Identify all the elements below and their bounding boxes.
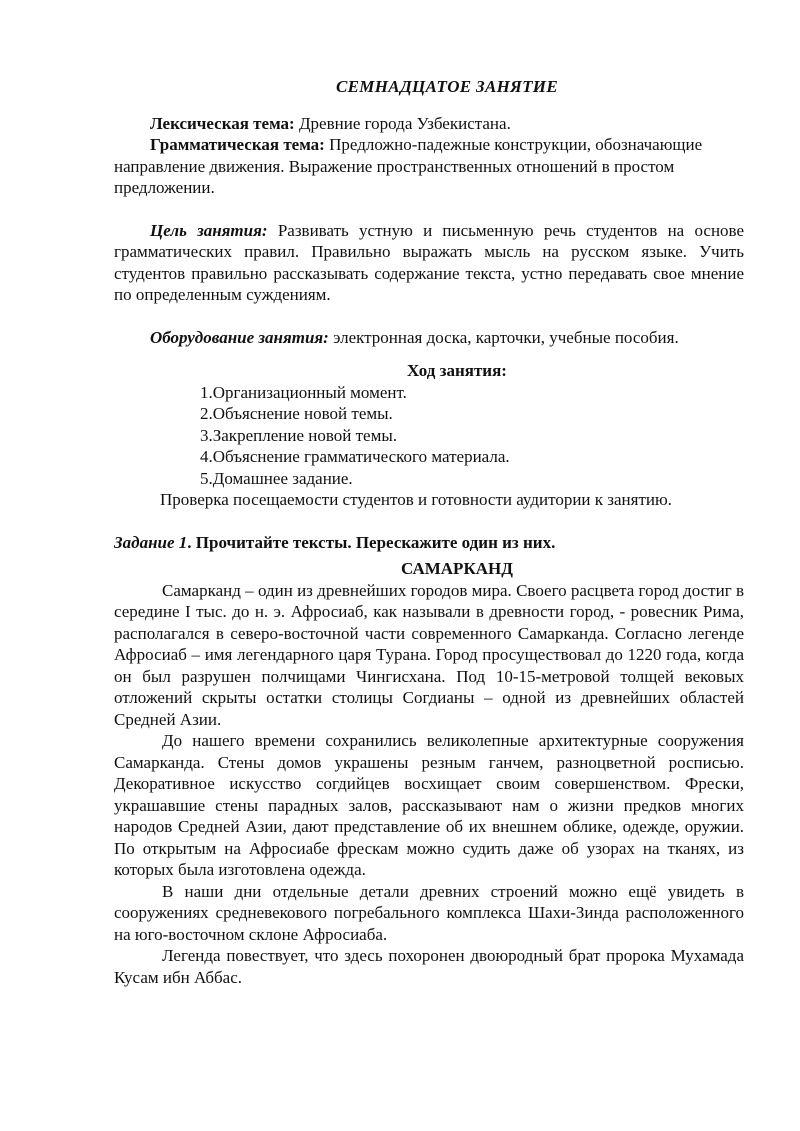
grammar-topic-text: Предложно-падежные конструкции, обозначающие направление движения. Выражение пространственных отношений в простом предложении. — [114, 135, 703, 197]
spacer — [114, 348, 744, 360]
lesson-plan-item: 4.Объяснение грамматического материала. — [200, 447, 510, 466]
lesson-plan-item: 5.Домашнее задание. — [200, 468, 353, 488]
lesson-equipment — [114, 327, 744, 349]
task-1-text: . Прочитайте тексты. Перескажите один из них. — [187, 532, 556, 552]
spacer — [114, 306, 744, 327]
lesson-goal-label: Цель занятия: — [150, 220, 268, 240]
attendance-check: Проверка посещаемости студентов и готовности аудитории к занятию. — [160, 490, 672, 509]
text-paragraph: Самарканд – один из древнейших городов мира. Своего расцвета город достиг в середине I тыс. до н. э. Афросиаб, как называли в древности город, - ровесник Рима, располагался в северо-восточной части современного Самарканда. Согласно легенде Афросиаб – имя легендарного царя Турана. Город просуществовал до 1220 года, когда он был разрушен полчищами Чингисхана. Под 10-15-метровой толщей вековых отложений скрыты остатки столицы Согдианы – одной из древнейших областей Средней Азии. — [114, 580, 744, 729]
text-paragraph: В наши дни отдельные детали древних строений можно ещё увидеть в сооружениях средневекового погребального комплекса Шахи-Зинда расположенного на юго-восточном склоне Афросиаба. — [114, 881, 744, 944]
text-paragraph: До нашего времени сохранились великолепные архитектурные сооружения Самарканда. Стены домов украшены резным ганчем, разноцветной росписью. Декоративное искусство согдийцев восхищает своим совершенством. Фрески, украшавшие стены парадных залов, рассказывают нам о жизни предков многих народов Средней Азии, дают представление об их внешнем облике, одежде, оружии. По открытым на Афросиабе фрескам можно судить даже об узорах на тканях, из которых была изготовлена одежда. — [114, 731, 744, 879]
lexical-topic — [114, 113, 744, 135]
lesson-plan-item: 3.Закрепление новой темы. — [200, 425, 397, 445]
lesson-equipment-text: электронная доска, карточки, учебные пособия. — [333, 327, 679, 347]
lesson-equipment-label: Оборудование занятия: — [150, 327, 329, 347]
spacer — [114, 199, 744, 220]
grammar-topic — [114, 134, 744, 199]
task-1-label: Задание 1 — [114, 532, 188, 552]
text-paragraph: Легенда повествует, что здесь похоронен двоюродный брат пророка Мухамада Кусам ибн Аббас. — [114, 946, 744, 987]
task-1 — [114, 532, 744, 554]
lesson-goal-text: Развивать устную и письменную речь студентов на основе грамматических правил. Правильно выражать мысль на русском языке. Учить студентов правильно рассказывать содержание текста, устно передавать свое мнение по определенным суждениям. — [114, 220, 745, 304]
lesson-plan-title: Ход занятия: — [407, 361, 507, 380]
lesson-plan-list — [114, 382, 744, 490]
spacer — [114, 511, 744, 532]
lesson-title: СЕМНАДЦАТОЕ ЗАНЯТИЕ — [336, 77, 558, 96]
lesson-plan-item: 2.Объяснение новой темы. — [200, 404, 393, 423]
lexical-topic-label: Лексическая тема: — [150, 113, 295, 133]
lexical-topic-text: Древние города Узбекистана. — [298, 113, 511, 133]
lesson-plan-item: 1.Организационный момент. — [200, 382, 407, 402]
document-content — [114, 76, 744, 988]
grammar-topic-label: Грамматическая тема: — [150, 135, 325, 154]
text-title: САМАРКАНД — [401, 559, 513, 578]
lesson-goal — [114, 220, 744, 306]
